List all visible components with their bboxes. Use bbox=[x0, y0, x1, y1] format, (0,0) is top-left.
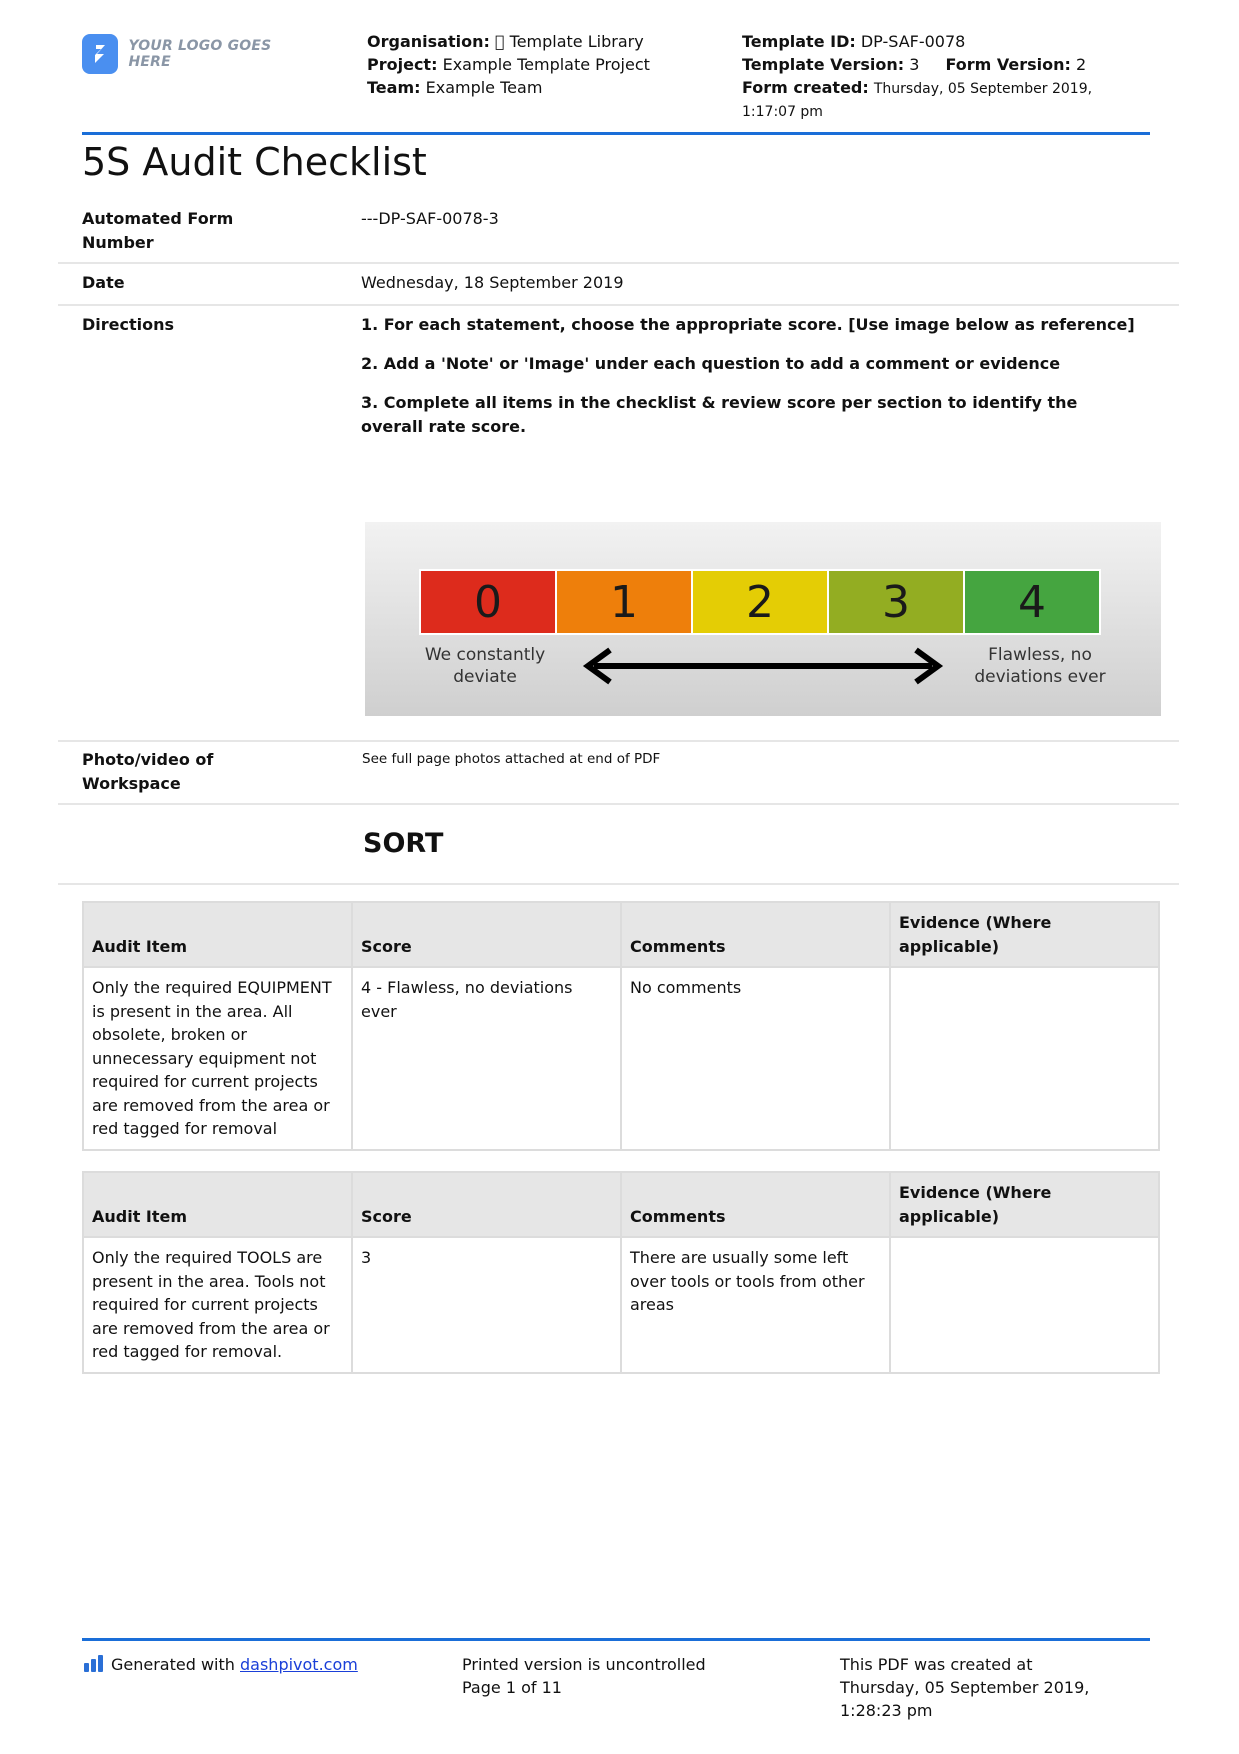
form-number-label: Automated Form Number bbox=[82, 209, 234, 252]
header-org-block bbox=[367, 30, 650, 99]
audit-table bbox=[82, 1171, 1160, 1374]
date-label: Date bbox=[82, 273, 125, 292]
column-header-comments: Comments bbox=[621, 902, 890, 967]
score-cell: 3 bbox=[352, 1237, 621, 1373]
table-header-row bbox=[83, 902, 1159, 967]
column-header-evidence: Evidence (Where applicable) bbox=[890, 1172, 1159, 1237]
photo-value: See full page photos attached at end of PDF bbox=[362, 751, 661, 767]
uncontrolled-note: Printed version is uncontrolled bbox=[462, 1655, 706, 1674]
logo-icon bbox=[82, 34, 118, 74]
form-version-value: 2 bbox=[1075, 55, 1087, 74]
logo-text: YOUR LOGO GOES HERE bbox=[128, 38, 272, 70]
double-arrow-icon bbox=[580, 646, 946, 686]
table-header-row bbox=[83, 1172, 1159, 1237]
score-box-2: 2 bbox=[693, 571, 829, 633]
header-divider bbox=[82, 132, 1150, 135]
direction-item: 1. For each statement, choose the appropriate score. [Use image below as reference] bbox=[361, 315, 1135, 334]
directions-label: Directions bbox=[82, 315, 175, 334]
team-value: Example Team bbox=[425, 78, 543, 97]
score-box-4: 4 bbox=[965, 571, 1099, 633]
section-title: SORT bbox=[363, 828, 444, 859]
audit-item-cell: Only the required EQUIPMENT is present in the area. All obsolete, broken or unnecessary equipment not required for current projects are removed from the area or red tagged for removal bbox=[83, 967, 352, 1150]
high-score-caption: Flawless, no deviations ever bbox=[974, 645, 1106, 687]
project-value: Example Template Project bbox=[442, 55, 650, 74]
evidence-cell bbox=[890, 967, 1159, 1150]
column-header-comments: Comments bbox=[621, 1172, 890, 1237]
form-version-label: Form Version: bbox=[945, 55, 1071, 74]
divider bbox=[58, 304, 1179, 306]
template-version-label: Template Version: bbox=[742, 55, 905, 74]
low-score-caption: We constantly deviate bbox=[424, 645, 546, 687]
pdf-created-time: 1:28:23 pm bbox=[840, 1701, 933, 1720]
divider bbox=[58, 803, 1179, 805]
direction-item: 2. Add a 'Note' or 'Image' under each question to add a comment or evidence bbox=[361, 354, 1061, 373]
organisation-value: Template Library bbox=[494, 32, 629, 51]
template-id-value: DP-SAF-0078 bbox=[860, 32, 966, 51]
company-logo bbox=[82, 32, 302, 76]
score-cell: 4 - Flawless, no deviations ever bbox=[352, 967, 621, 1150]
form-created-time: 1:17:07 pm bbox=[742, 104, 823, 120]
form-number-value: ---DP-SAF-0078-3 bbox=[361, 209, 499, 228]
footer-created bbox=[840, 1653, 1089, 1722]
audit-item-cell: Only the required TOOLS are present in the area. Tools not required for current projects are removed from the area or red tagged for removal. bbox=[83, 1237, 352, 1373]
divider bbox=[58, 740, 1179, 742]
date-value: Wednesday, 18 September 2019 bbox=[361, 273, 624, 292]
organisation-label: Organisation: bbox=[367, 32, 490, 51]
audit-table bbox=[82, 901, 1160, 1151]
dashpivot-logo-icon bbox=[84, 1655, 103, 1672]
project-label: Project: bbox=[367, 55, 438, 74]
divider bbox=[58, 262, 1179, 264]
footer-divider bbox=[82, 1638, 1150, 1641]
pdf-created-label: This PDF was created at bbox=[840, 1655, 1033, 1674]
comments-cell: There are usually some left over tools or tools from other areas bbox=[621, 1237, 890, 1373]
evidence-cell bbox=[890, 1237, 1159, 1373]
column-header-evidence: Evidence (Where applicable) bbox=[890, 902, 1159, 967]
directions-list bbox=[361, 313, 1141, 454]
column-header-audit-item: Audit Item bbox=[83, 902, 352, 967]
team-label: Team: bbox=[367, 78, 421, 97]
template-id-label: Template ID: bbox=[742, 32, 856, 51]
column-header-audit-item: Audit Item bbox=[83, 1172, 352, 1237]
score-box-3: 3 bbox=[829, 571, 965, 633]
form-created-label: Form created: bbox=[742, 78, 869, 97]
comments-cell: No comments bbox=[621, 967, 890, 1150]
dashpivot-link[interactable]: dashpivot.com bbox=[240, 1655, 358, 1674]
page-number: Page 1 of 11 bbox=[462, 1678, 562, 1697]
column-header-score: Score bbox=[352, 1172, 621, 1237]
photo-label: Photo/video of Workspace bbox=[82, 750, 214, 793]
template-version-value: 3 bbox=[909, 55, 920, 74]
table-row bbox=[83, 967, 1159, 1150]
header-template-block bbox=[742, 30, 1162, 124]
form-created-date: Thursday, 05 September 2019, bbox=[873, 81, 1093, 97]
footer-page-info bbox=[462, 1653, 706, 1699]
rating-scale-boxes bbox=[419, 569, 1101, 635]
footer-generated bbox=[84, 1653, 358, 1676]
rating-scale-image bbox=[365, 522, 1161, 716]
divider bbox=[58, 883, 1179, 885]
generated-text: Generated with bbox=[111, 1655, 240, 1674]
score-box-1: 1 bbox=[557, 571, 693, 633]
table-row bbox=[83, 1237, 1159, 1373]
page-title: 5S Audit Checklist bbox=[82, 140, 427, 184]
direction-item: 3. Complete all items in the checklist & review score per section to identify the overall rate score. bbox=[361, 393, 1078, 436]
pdf-created-date: Thursday, 05 September 2019, bbox=[840, 1678, 1090, 1697]
score-box-0: 0 bbox=[421, 571, 557, 633]
column-header-score: Score bbox=[352, 902, 621, 967]
